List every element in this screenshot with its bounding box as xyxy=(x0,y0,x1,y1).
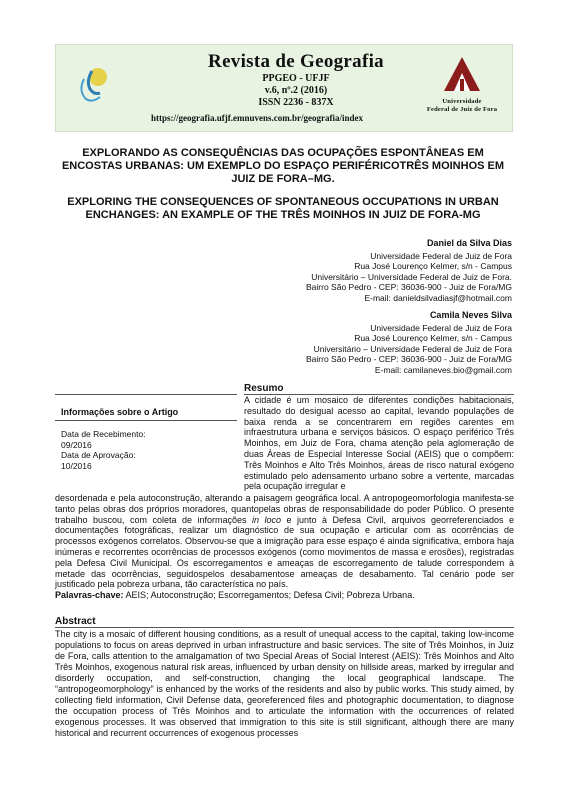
ufjf-logo-icon xyxy=(440,53,484,93)
resumo-text-top: A cidade é um mosaico de diferentes condições habitacionais, resultado do desigual acesso ao capital, levando populações de baixa renda a se concentrarem em regiões carentes em infraestrutura urbana e serviços básicos. O espaço periférico Três Moinhos, em Juiz de Fora, chama atenção pela aglomeração de duas Áreas de Especial Interesse Social (AEIS) que o compõem: Três Moinhos e Alto Três Moinhos, áreas de risco natural exógeno estimulado pelo adensamento urbano sobre a vertente, marcadas pela ocupação irregular e xyxy=(244,395,514,492)
article-info-title: Informações sobre o Artigo xyxy=(55,394,237,421)
article-info-body xyxy=(55,421,237,479)
university-name-1: Universidade xyxy=(442,98,482,105)
journal-url[interactable]: https://geografia.ufjf.emnuvens.com.br/geografia/index xyxy=(151,113,363,123)
author-email[interactable]: E-mail: danieldsilvadiasjf@hotmail.com xyxy=(364,292,512,303)
approved-label: Data de Aprovação: xyxy=(61,450,136,460)
author-address: Bairro São Pedro - CEP: 36036-900 - Juiz de Fora/MG xyxy=(306,282,512,292)
author-affiliation: Universidade Federal de Juiz de Fora xyxy=(370,322,512,333)
journal-volume: v.6, nº.2 (2016) xyxy=(264,85,328,96)
article-info-box xyxy=(55,386,237,479)
resumo-text-full xyxy=(55,493,514,601)
keywords: AEIS; Autoconstrução; Escorregamentos; Defesa Civil; Pobreza Urbana. xyxy=(123,590,415,601)
abstract-text: The city is a mosaic of different housing conditions, as a result of unequal access to the capital, taking low-income populations to focus on areas deprived in urban infrastructure and basic services. The site of Três Moinhos, in Juiz de Fora, calls attention to the amalgamation of two Special Areas of Social Interest (AEIS): Três Moinhos and Alto Três Moinhos, exogenous natural risk areas, influenced by urban density on hillside areas, marked by irregular and disorderly occupation, and self-construction, changing the local geographical landscape. The “antropogeomorphology” is enhanced by the works of the residents and also by public works. This study aimed, by collecting field information, Civil Defense data, georeferenced files and photographic documentation, to diagnose the occupation process of Três Moinhos and to articulate the information with the occurrences of related exogenous processes. It was observed that immigration to this site is still significant, although there are many historical and recurrent occurrences of exogenous processes xyxy=(55,629,514,738)
journal-title: Revista de Geografia xyxy=(208,51,384,72)
abstract-heading: Abstract xyxy=(55,616,96,627)
received-date: 09/2016 xyxy=(61,439,92,450)
journal-header xyxy=(55,44,513,132)
abstract-divider xyxy=(55,627,514,628)
title-english: EXPLORING THE CONSEQUENCES OF SPONTANEOUS OCCUPATIONS IN URBAN ENCHANGES: AN EXAMPLE OF THE TRÊS MOINHOS IN JUIZ DE FORA-MG xyxy=(67,196,499,221)
approved-date: 10/2016 xyxy=(61,460,92,471)
resumo-italic: in loco xyxy=(252,514,281,525)
author-name: Daniel da Silva Dias xyxy=(426,238,512,248)
university-name-2: Federal de Juiz de Fora xyxy=(426,106,498,113)
author-block-2 xyxy=(212,310,512,375)
resumo-text-a: desordenada e pela autoconstrução, alterando a paisagem geográfica local. A antropogeomorfologia manifesta-se tanto pelas obras dos próprios moradores, quantopelas obras de responsabilidade do poder Público. O presente trabalho buscou, com coleta de informações xyxy=(55,493,514,525)
author-address: Rua José Lourenço Kelmer, s/n - Campus xyxy=(354,333,512,343)
author-name: Camila Neves Silva xyxy=(429,310,512,320)
title-portuguese: EXPLORANDO AS CONSEQUÊNCIAS DAS OCUPAÇÕES ESPONTÂNEAS EM ENCOSTAS URBANAS: UM EXEMPLO DO ESPAÇO PERIFÉRICOTRÊS MOINHOS EM JUIZ DE FORA–MG. xyxy=(61,147,505,185)
author-email[interactable]: E-mail: camilaneves.bio@gmail.com xyxy=(374,364,512,375)
journal-info xyxy=(156,51,436,109)
keywords-label: Palavras-chave: xyxy=(55,590,124,601)
journal-logo-icon xyxy=(62,53,122,113)
received-label: Data de Recebimento: xyxy=(61,429,146,439)
university-logo xyxy=(422,53,502,114)
resumo-text-b: e junto à Defesa Civil, arquivos georreferenciados e documentações fotográficas, realizar um diagnóstico de sua ocupação e articular com as ocorrências de processos exógenos correlatos. Observou-se que a imigração para esse espaço é ainda significativa, embora haja inúmeras e recorrentes ocorrências de processos exógenos (como movimentos de massa e erosões), registradas pela Defesa Civil Municipal. Os escorregamentos e ameaças de escorregamento de talude correspondem à metade das ocorrências, seguidospelos desabamentose ameaças de desabamento. Tal cenário pode ser justificado pela pobreza urbana, tão característica no país. xyxy=(55,514,514,590)
author-block-1 xyxy=(212,238,512,303)
journal-program: PPGEO - UFJF xyxy=(262,73,330,84)
author-address: Bairro São Pedro - CEP: 36036-900 - Juiz de Fora/MG xyxy=(306,354,512,364)
author-address: Rua José Lourenço Kelmer, s/n - Campus xyxy=(354,261,512,271)
journal-issn: ISSN 2236 - 837X xyxy=(258,97,334,108)
resumo-heading: Resumo xyxy=(244,383,284,394)
author-address: Universitário – Universidade Federal de Juiz de Fora. xyxy=(311,271,512,282)
author-address: Universitário – Universidade Federal de Juiz de Fora xyxy=(313,343,512,354)
author-affiliation: Universidade Federal de Juiz de Fora xyxy=(370,250,512,261)
